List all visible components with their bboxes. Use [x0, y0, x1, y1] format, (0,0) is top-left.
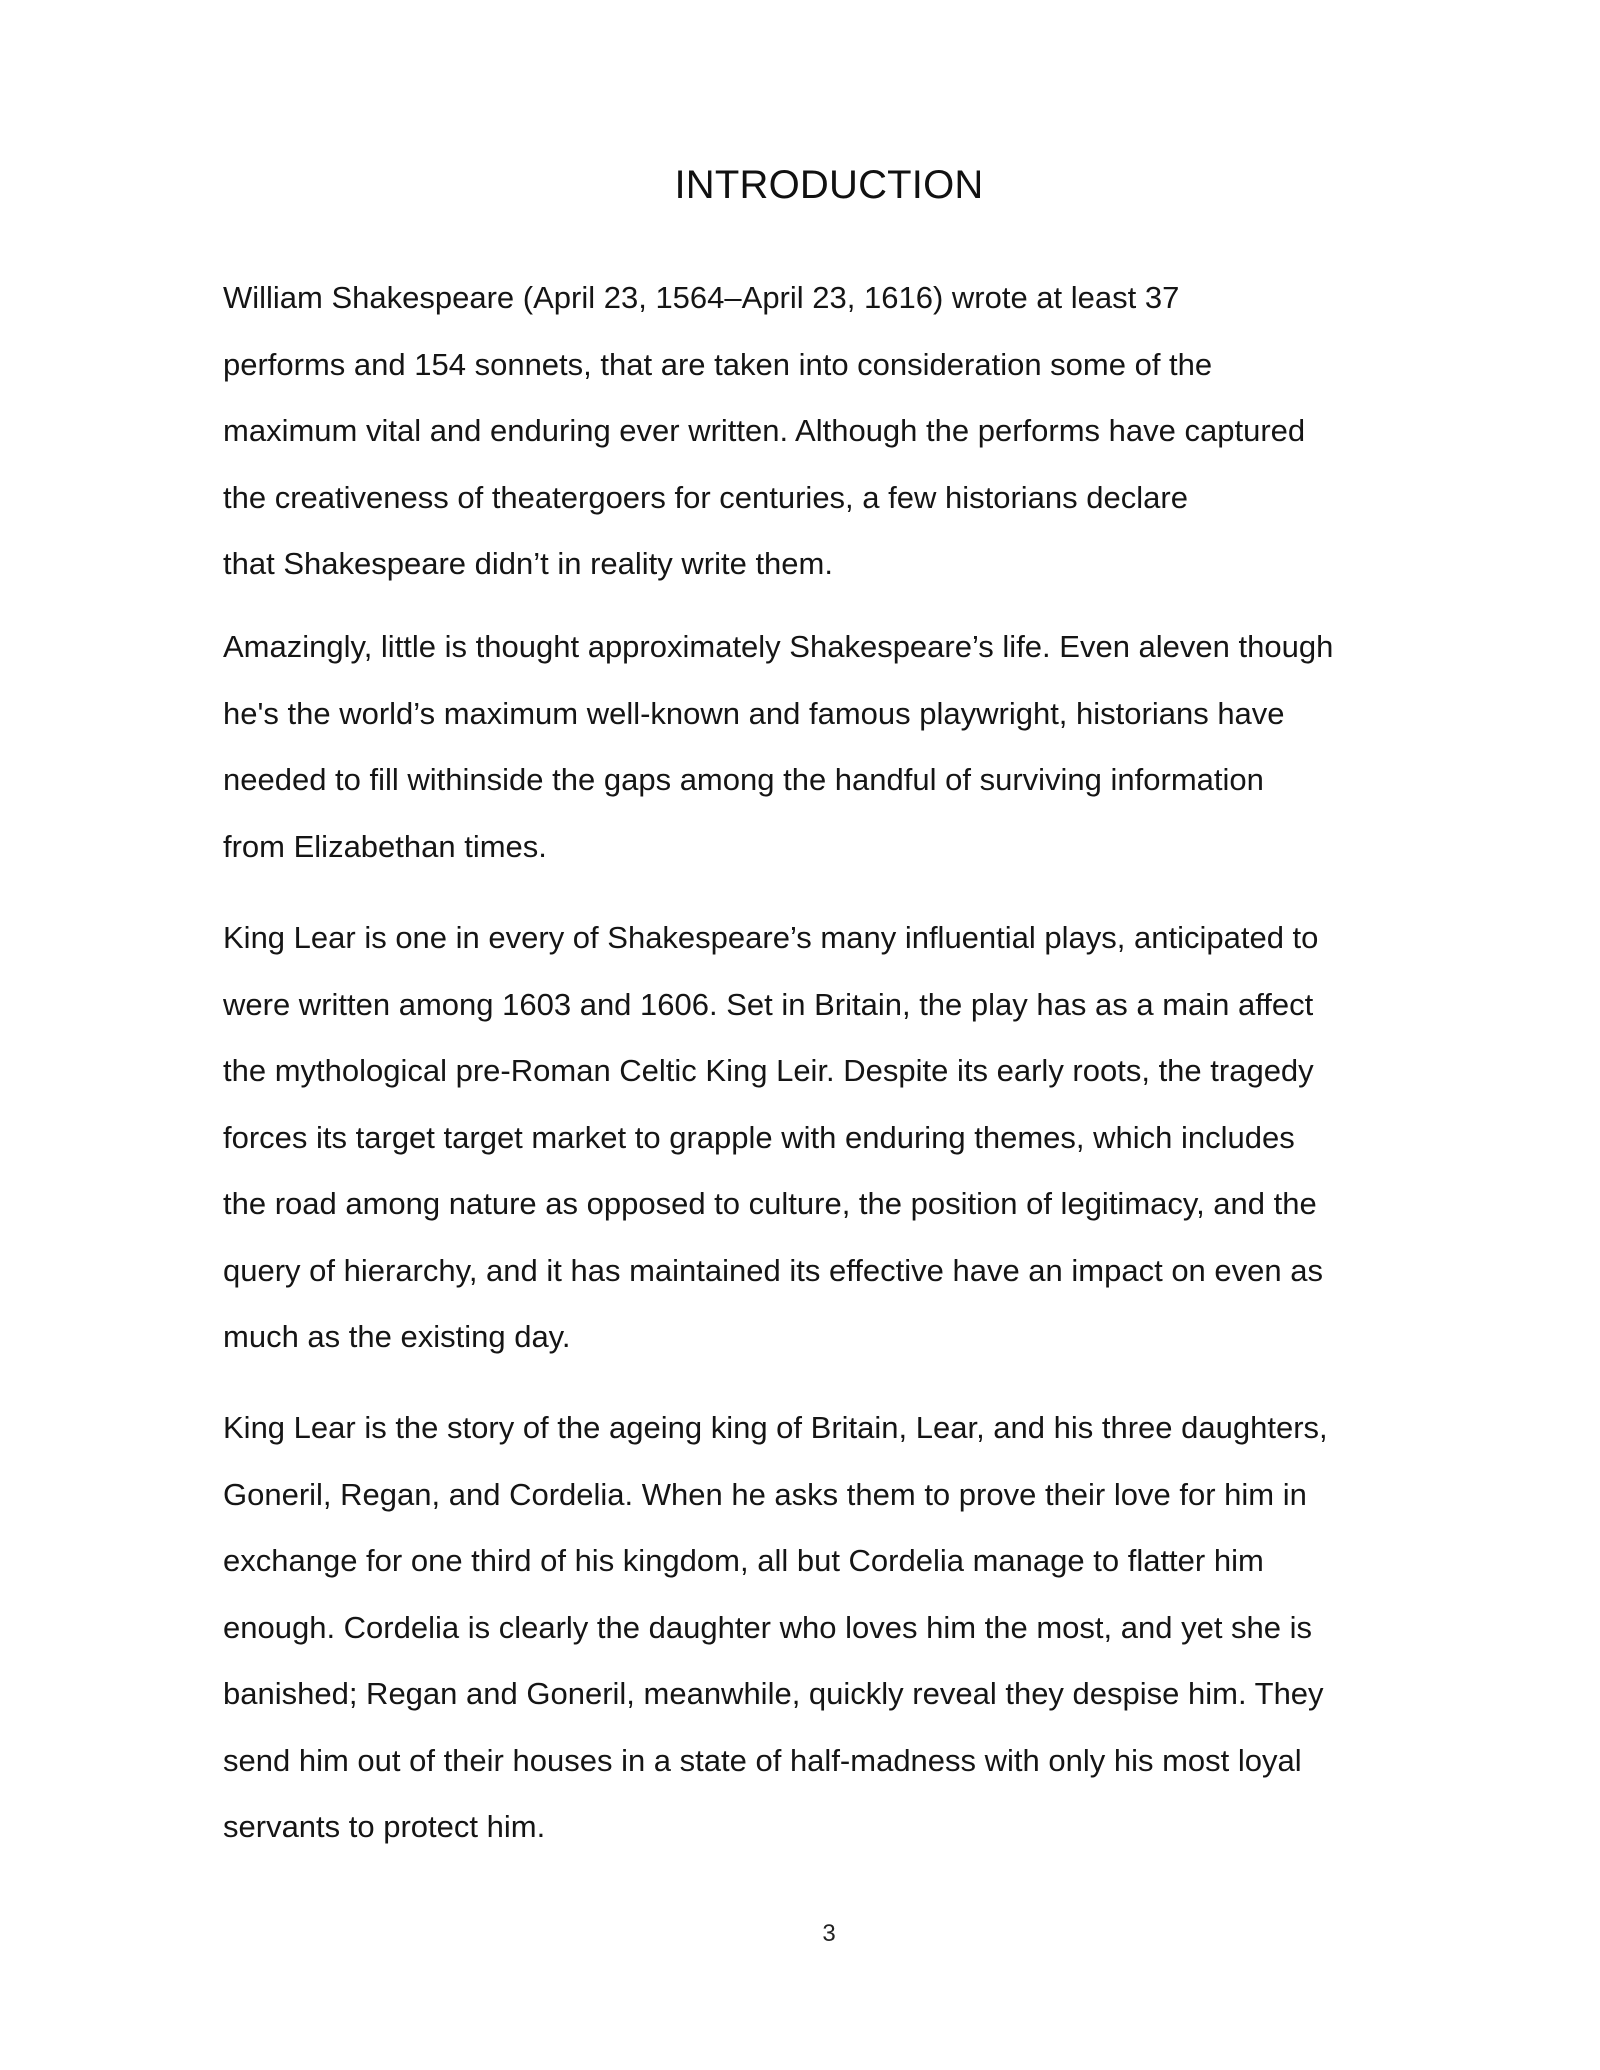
paragraph-king-lear-background: King Lear is one in every of Shakespeare’s many influential plays, anticipated to were written among 1603 and 1606. Set in Britain, the play has as a main affect the mythological pre-Roman Celtic King Leir. Despite its early roots, the tragedy forces its target target market to grapple with enduring themes, which includes the road among nature as opposed to culture, the position of legitimacy, and the query of hierarchy, and it has maintained its effective have an impact on even as much as the existing day.	[223, 920, 1323, 1354]
paragraph-shakespeare-life: Amazingly, little is thought approximately Shakespeare’s life. Even aleven though he's the world’s maximum well-known and famous playwright, historians have needed to fill withinside the gaps among the handful of surviving information from Elizabethan times.	[223, 629, 1334, 864]
paragraph-king-lear-story: King Lear is the story of the ageing king of Britain, Lear, and his three daughters, Goneril, Regan, and Cordelia. When he asks them to prove their love for him in exchange for one third of his kingdom, all but Cordelia manage to flatter him enough. Cordelia is clearly the daughter who loves him the most, and yet she is banished; Regan and Goneril, meanwhile, quickly reveal they despise him. They send him out of their houses in a state of half-madness with only his most loyal servants to protect him.	[223, 1410, 1328, 1844]
page-title: INTRODUCTION	[674, 163, 984, 207]
page-number: 3	[822, 1920, 836, 1947]
paragraph-shakespeare-works: William Shakespeare (April 23, 1564–April 23, 1616) wrote at least 37 performs and 154 sonnets, that are taken into consideration some of the maximum vital and enduring ever written. Although the performs have captured the creativeness of theatergoers for centuries, a few historians declare that Shakespeare didn’t in reality write them.	[223, 280, 1306, 581]
